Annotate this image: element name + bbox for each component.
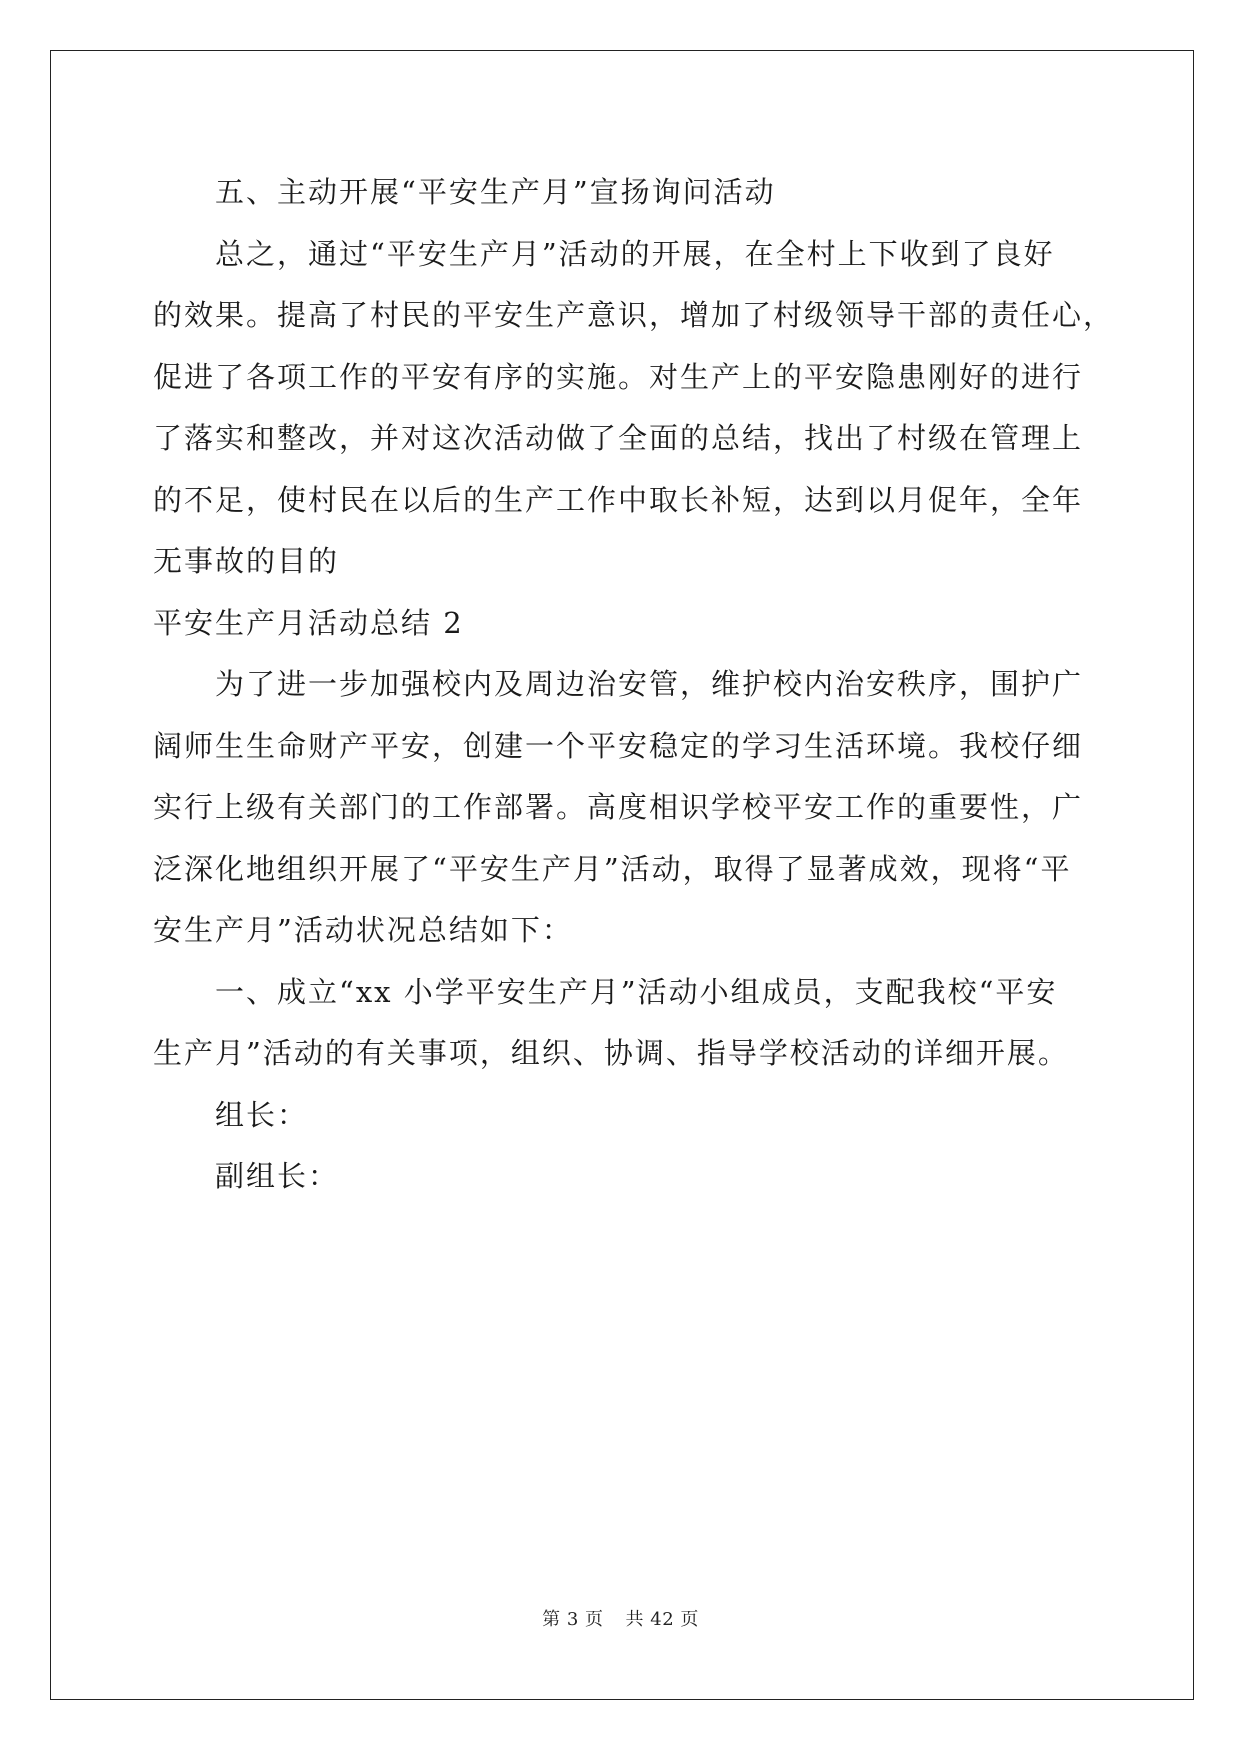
page-number: 第 3 页 [542, 1609, 604, 1630]
deputy-leader-label: 副组长： [215, 1159, 340, 1193]
paragraph-line: 一、成立“xx 小学平安生产月”活动小组成员，支配我校“平安 [215, 974, 1058, 1009]
group-leader-label: 组长： [215, 1097, 309, 1132]
section-heading-five: 五、主动开展“平安生产月”宣扬询问活动 [215, 175, 776, 209]
paragraph-line: 无事故的目的 [153, 544, 340, 578]
paragraph-line: 安生产月”活动状况总结如下： [153, 913, 573, 947]
paragraph-line: 的不足，使村民在以后的生产工作中取长补短，达到以月促年，全年 [153, 482, 1084, 517]
paragraph-line: 了落实和整改，并对这次活动做了全面的总结，找出了村级在管理上 [153, 421, 1084, 455]
document-body [153, 162, 1115, 1208]
paragraph-line: 生产月”活动的有关事项，组织、协调、指导学校活动的详细开展。 [153, 1036, 1069, 1070]
paragraph-line: 阔师生生命财产平安，创建一个平安稳定的学习生活环境。我校仔细 [153, 728, 1084, 763]
article-title: 平安生产月活动总结 2 [153, 605, 464, 640]
paragraph-line: 促进了各项工作的平安有序的实施。对生产上的平安隐患刚好的进行 [153, 359, 1084, 394]
paragraph-line: 泛深化地组织开展了“平安生产月”活动，取得了显著成效，现将“平 [153, 851, 1072, 886]
paragraph-line: 总之，通过“平安生产月”活动的开展，在全村上下收到了良好 [215, 236, 1055, 271]
paragraph-line: 的效果。提高了村民的平安生产意识，增加了村级领导干部的责任心， [153, 298, 1115, 332]
paragraph-line: 实行上级有关部门的工作部署。高度相识学校平安工作的重要性，广 [153, 790, 1084, 824]
paragraph-line: 为了进一步加强校内及周边治安管，维护校内治安秩序，围护广 [215, 667, 1084, 701]
page-total: 共 42 页 [625, 1609, 699, 1630]
page-footer [0, 1605, 1241, 1631]
